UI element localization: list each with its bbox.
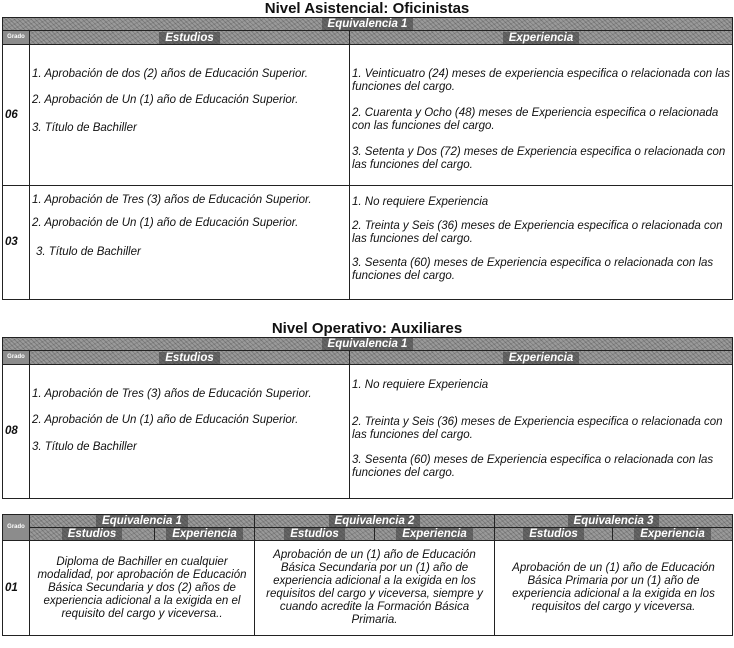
estudios-header xyxy=(30,351,350,365)
experiencia-item: 1. No requiere Experiencia xyxy=(352,196,489,208)
grado-cell: 03 xyxy=(3,186,30,300)
table-asistencial xyxy=(2,17,733,300)
experiencia-cell xyxy=(350,45,733,186)
estudios-header xyxy=(30,528,155,541)
equivalencia-label: Equivalencia 1 xyxy=(322,18,414,30)
experiencia-label: Experiencia xyxy=(503,32,580,44)
experiencia-item: 1. No requiere Experiencia xyxy=(352,379,489,391)
experiencia-header xyxy=(613,528,733,541)
equivalencia-label: Equivalencia 1 xyxy=(96,515,188,527)
estudios-cell xyxy=(30,365,350,499)
experiencia-header xyxy=(350,351,733,365)
equivalencia-2-cell: Aprobación de un (1) año de Educación Básica Secundaria por un (1) año de experiencia adicional a la exigida en los requisitos del cargo y viceversa, siempre y cuando acredite la Formación Básica Primaria. xyxy=(255,541,495,636)
estudio-item: 1. Aprobación de dos (2) años de Educación Superior. xyxy=(32,68,308,80)
grado-cell: 06 xyxy=(3,45,30,186)
estudios-label: Estudios xyxy=(159,32,220,44)
estudios-header xyxy=(255,528,375,541)
equivalencia-2-header xyxy=(255,515,495,528)
estudio-item: 1. Aprobación de Tres (3) años de Educación Superior. xyxy=(32,388,312,400)
estudio-item: 2. Aprobación de Un (1) año de Educación Superior. xyxy=(32,414,299,426)
estudio-item: 2. Aprobación de Un (1) año de Educación Superior. xyxy=(32,94,299,106)
experiencia-cell xyxy=(350,365,733,499)
experiencia-label: Experiencia xyxy=(634,528,711,540)
estudios-header xyxy=(495,528,613,541)
equivalencia-3-header xyxy=(495,515,733,528)
experiencia-item: 1. Veinticuatro (24) meses de experiencia especifica o relacionada con las funciones del cargo. xyxy=(352,68,731,93)
grado-cell: 08 xyxy=(3,365,30,499)
experiencia-cell xyxy=(350,186,733,300)
grado-header: Grado xyxy=(3,515,30,541)
grado-header: Grado xyxy=(3,31,30,45)
equivalencia-header xyxy=(3,338,733,351)
grado-header: Grado xyxy=(3,351,30,365)
equivalencia-label: Equivalencia 1 xyxy=(322,338,414,350)
estudio-item: 2. Aprobación de Un (1) año de Educación Superior. xyxy=(32,217,299,229)
estudios-label: Estudios xyxy=(159,352,220,364)
equivalencia-header xyxy=(3,18,733,31)
experiencia-header xyxy=(375,528,495,541)
equivalencia-1-header xyxy=(30,515,255,528)
experiencia-item: 3. Setenta y Dos (72) meses de Experiencia especifica o relacionada con las funciones del cargo. xyxy=(352,146,726,171)
table-equivalencias xyxy=(2,514,733,636)
equivalencia-label: Equivalencia 3 xyxy=(568,515,660,527)
experiencia-label: Experiencia xyxy=(503,352,580,364)
table-operativo xyxy=(2,337,733,499)
experiencia-item: 3. Sesenta (60) meses de Experiencia especifica o relacionada con las funciones del cargo. xyxy=(352,257,714,282)
estudios-cell xyxy=(30,45,350,186)
estudio-item: 3. Título de Bachiller xyxy=(32,441,137,453)
experiencia-label: Experiencia xyxy=(166,528,243,540)
equivalencia-label: Equivalencia 2 xyxy=(329,515,421,527)
equivalencia-3-cell: Aprobación de un (1) año de Educación Básica Primaria por un (1) año de experiencia adicional a la exigida en los requisitos del cargo y viceversa. xyxy=(495,541,733,636)
experiencia-item: 2. Treinta y Seis (36) meses de Experiencia especifica o relacionada con las funciones del cargo. xyxy=(352,220,723,245)
experiencia-header xyxy=(350,31,733,45)
estudio-item: 3. Título de Bachiller xyxy=(32,122,137,134)
section-title-operativo: Nivel Operativo: Auxiliares xyxy=(271,320,463,337)
section-title-asistencial: Nivel Asistencial: Oficinistas xyxy=(264,0,470,17)
estudio-item: 3. Título de Bachiller xyxy=(36,246,141,258)
grado-cell: 01 xyxy=(3,541,30,636)
estudios-cell xyxy=(30,186,350,300)
experiencia-item: 2. Treinta y Seis (36) meses de Experiencia especifica o relacionada con las funciones del cargo. xyxy=(352,416,723,441)
equivalencia-1-cell: Diploma de Bachiller en cualquier modalidad, por aprobación de Educación Básica Secundaria y dos (2) años de experiencia adicional a la exigida en el requisito del cargo y viceversa.. xyxy=(30,541,255,636)
experiencia-item: 3. Sesenta (60) meses de Experiencia especifica o relacionada con las funciones del cargo. xyxy=(352,454,714,479)
experiencia-label: Experiencia xyxy=(396,528,473,540)
estudios-label: Estudios xyxy=(62,528,123,540)
estudios-label: Estudios xyxy=(284,528,345,540)
estudios-label: Estudios xyxy=(523,528,584,540)
experiencia-header xyxy=(155,528,255,541)
estudios-header xyxy=(30,31,350,45)
experiencia-item: 2. Cuarenta y Ocho (48) meses de Experiencia especifica o relacionada con las funciones del cargo. xyxy=(352,107,719,132)
estudio-item: 1. Aprobación de Tres (3) años de Educación Superior. xyxy=(32,194,312,206)
